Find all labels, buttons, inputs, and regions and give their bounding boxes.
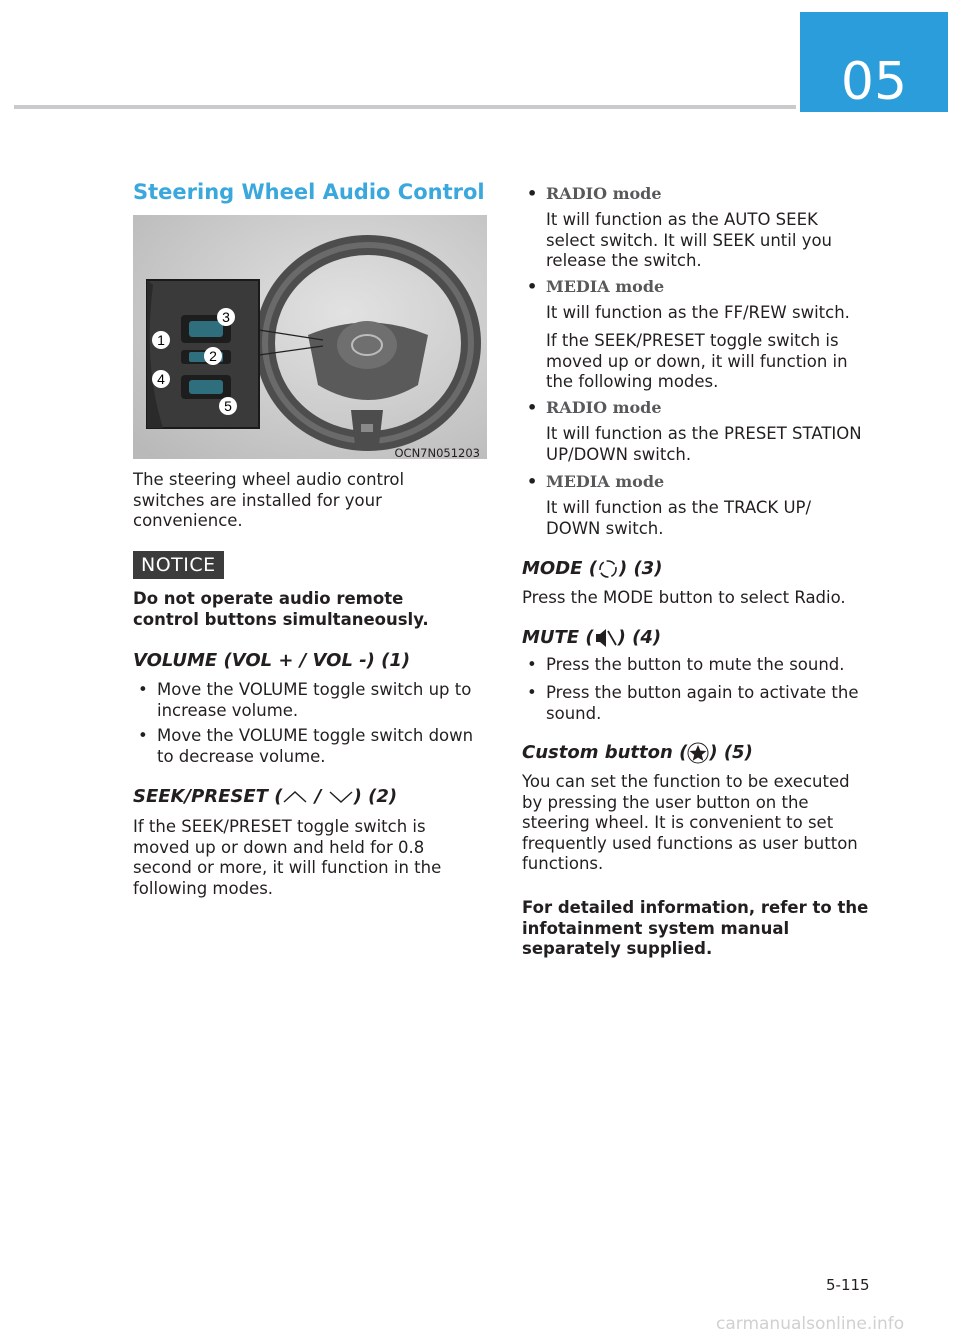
radio-mode-label-2: • RADIO mode (522, 398, 662, 417)
page-number: 5-115 (826, 1276, 870, 1294)
mute-heading (522, 627, 661, 649)
mute-heading-pre: MUTE ( (522, 627, 594, 648)
callout-5: 5 (224, 398, 232, 414)
mute-bullet-2: • Press the button again to activate the sound. (522, 683, 896, 724)
notice-label: NOTICE (133, 551, 224, 579)
seek-heading-mid: / (314, 786, 322, 807)
mute-heading-post: ) (4) (617, 627, 662, 648)
chevron-down-icon (328, 790, 354, 804)
seek-heading (133, 786, 397, 807)
intro-text: The steering wheel audio control switches are installed for your convenience. (133, 470, 405, 530)
star-icon (687, 742, 709, 764)
mute-bullet-1: • Press the button to mute the sound. (522, 655, 896, 676)
mode-text: Press the MODE button to select Radio. (522, 588, 846, 607)
mode-icon (597, 558, 619, 580)
radio-mode-text-2: It will function as the PRESET STATION UP/DOWN switch. (546, 424, 862, 464)
custom-text: You can set the function to be executed by pressing the user button on the steering wheel. It is convenient to set frequently used functions as user button functions. (522, 772, 858, 873)
media-mode-text-2: It will function as the TRACK UP/ DOWN switch. (546, 498, 812, 538)
notice-text: Do not operate audio remote control buttons simultaneously. (133, 589, 429, 629)
custom-heading (522, 742, 753, 764)
mode-heading-pre: MODE ( (522, 558, 597, 579)
media-mode-text-1: It will function as the FF/REW switch. (546, 303, 850, 322)
media-mode-label-1: • MEDIA mode (522, 277, 664, 296)
mode-heading (522, 558, 662, 580)
seek-heading-pre: SEEK/PRESET ( (133, 786, 283, 807)
mute-icon (594, 627, 618, 649)
figure-code: OCN7N051203 (394, 446, 480, 460)
media-mode-label-2: • MEDIA mode (522, 472, 664, 491)
chevron-up-icon (282, 790, 308, 804)
radio-mode-text-1: It will function as the AUTO SEEK select switch. It will SEEK until you release the switch. (546, 210, 833, 270)
toggle-text: If the SEEK/PRESET toggle switch is moved up or down, it will function in the following modes. (546, 331, 848, 391)
radio-mode-label-1: • RADIO mode (522, 184, 662, 203)
volume-bullet-1: • Move the VOLUME toggle switch up to increase volume. (133, 680, 487, 721)
seek-text: If the SEEK/PRESET toggle switch is moved up or down and held for 0.8 second or more, it will function in the following modes. (133, 817, 442, 898)
mode-heading-post: ) (3) (618, 558, 663, 579)
watermark: carmanualsonline.info (716, 1314, 905, 1334)
seek-heading-post: ) (2) (353, 786, 398, 807)
custom-heading-post: ) (5) (709, 742, 753, 763)
volume-bullet-2: • Move the VOLUME toggle switch down to decrease volume. (133, 726, 487, 767)
callout-4: 4 (157, 371, 165, 387)
volume-heading: VOLUME (VOL + / VOL -) (1) (133, 650, 411, 671)
steering-wheel-illustration (133, 215, 487, 459)
section-title: Steering Wheel Audio Control (133, 180, 485, 204)
callout-1: 1 (157, 332, 165, 348)
footer-note: For detailed information, refer to the infotainment system manual separately supplied. (522, 898, 869, 958)
callout-2: 2 (209, 348, 217, 364)
chapter-number: 05 (840, 52, 908, 112)
callout-3: 3 (222, 309, 230, 325)
steering-wheel-figure (133, 215, 487, 459)
chapter-tab (800, 12, 948, 112)
custom-heading-pre: Custom button ( (522, 742, 688, 763)
header-rule (14, 105, 796, 109)
